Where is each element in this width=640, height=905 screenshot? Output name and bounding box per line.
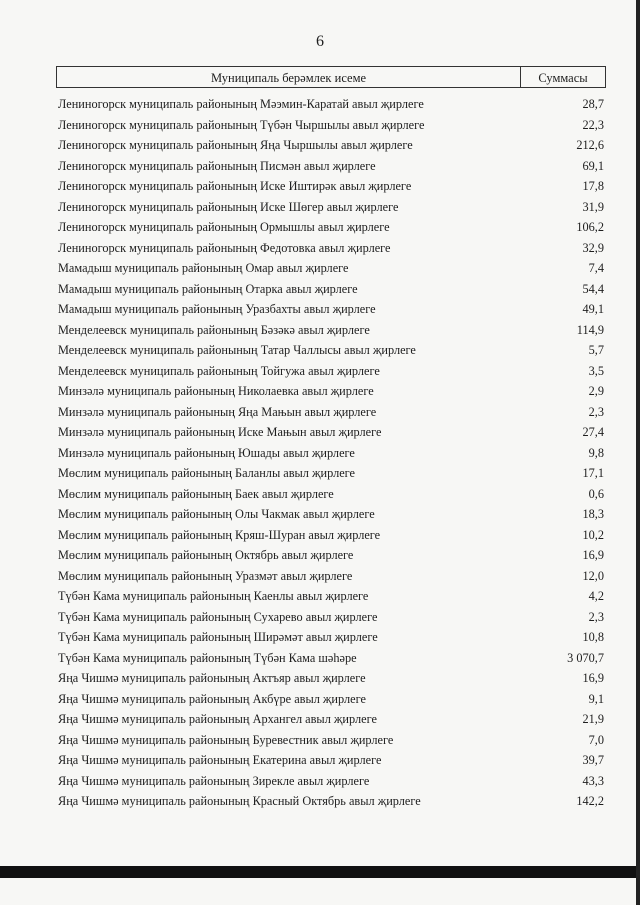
row-sum: 0,6 xyxy=(588,486,604,501)
row-sum: 16,9 xyxy=(582,671,604,685)
row-name: Лениногорск муниципаль районының Федотовка авыл җирлеге xyxy=(58,240,391,255)
table-row xyxy=(56,94,606,115)
row-name: Түбән Кама муниципаль районының Түбән Кама шәһәре xyxy=(58,650,357,665)
table-row xyxy=(56,627,606,648)
row-sum: 106,2 xyxy=(576,220,604,234)
row-sum: 5,7 xyxy=(588,343,604,357)
row-name: Минзәлә муниципаль районының Иске Мањын авыл җирлеге xyxy=(58,425,382,439)
row-name: Менделеевск муниципаль районының Бәзәкә авыл җирлеге xyxy=(58,322,370,337)
row-sum: 4,2 xyxy=(588,589,604,603)
row-sum: 7,4 xyxy=(588,261,604,275)
row-sum: 17,8 xyxy=(582,179,604,193)
row-sum: 21,9 xyxy=(582,712,604,726)
row-name: Лениногорск муниципаль районының Ормышлы авыл җирлеге xyxy=(58,220,390,234)
row-name: Лениногорск муниципаль районының Писмән авыл җирлеге xyxy=(58,158,376,173)
table-row xyxy=(56,279,606,300)
row-sum: 69,1 xyxy=(582,158,604,173)
row-sum: 9,8 xyxy=(588,445,604,460)
row-sum: 2,3 xyxy=(588,609,604,624)
row-name: Түбән Кама муниципаль районының Каенлы авыл җирлеге xyxy=(58,589,369,603)
table-row xyxy=(56,197,606,218)
table-row xyxy=(56,115,606,136)
table-row xyxy=(56,320,606,341)
row-sum: 31,9 xyxy=(582,199,604,214)
table-row xyxy=(56,648,606,669)
row-sum: 2,9 xyxy=(588,384,604,398)
row-name: Мөслим муниципаль районының Октябрь авыл җирлеге xyxy=(58,548,354,562)
row-sum: 12,0 xyxy=(582,568,604,583)
table-row xyxy=(56,607,606,628)
row-name: Мамадыш муниципаль районының Отарка авыл җирлеге xyxy=(58,281,358,296)
row-name: Мөслим муниципаль районының Кряш-Шуран авыл җирлеге xyxy=(58,527,381,542)
row-name: Лениногорск муниципаль районының Мәэмин-Каратай авыл җирлеге xyxy=(58,97,424,111)
row-sum: 9,1 xyxy=(588,691,604,706)
table-row xyxy=(56,176,606,197)
row-sum: 28,7 xyxy=(582,97,604,111)
row-sum: 7,0 xyxy=(588,732,604,747)
table-header xyxy=(56,66,606,88)
row-name: Яңа Чишмә муниципаль районының Акбүре авыл җирлеге xyxy=(58,691,366,706)
row-name: Мөслим муниципаль районының Уразмәт авыл җирлеге xyxy=(58,568,353,583)
header-sum: Суммасы xyxy=(538,71,588,85)
row-name: Минзәлә муниципаль районының Яңа Мањын авыл җирлеге xyxy=(58,404,377,419)
row-name: Лениногорск муниципаль районының Иске Шөгер авыл җирлеге xyxy=(58,199,399,214)
table-row xyxy=(56,484,606,505)
row-sum: 212,6 xyxy=(576,138,604,152)
table-row xyxy=(56,689,606,710)
table-row xyxy=(56,545,606,566)
row-sum: 32,9 xyxy=(582,240,604,255)
row-name: Яңа Чишмә муниципаль районының Красный Октябрь авыл җирлеге xyxy=(58,794,421,808)
row-name: Менделеевск муниципаль районының Тойгужа авыл җирлеге xyxy=(58,363,380,378)
table-row xyxy=(56,156,606,177)
row-name: Мамадыш муниципаль районының Уразбахты авыл җирлеге xyxy=(58,302,376,316)
page-number: 6 xyxy=(316,33,324,50)
table-row xyxy=(56,217,606,238)
table-row xyxy=(56,340,606,361)
row-name: Яңа Чишмә муниципаль районының Архангел авыл җирлеге xyxy=(58,712,377,726)
table-row xyxy=(56,258,606,279)
table-row xyxy=(56,566,606,587)
table-row xyxy=(56,422,606,443)
table-row xyxy=(56,402,606,423)
row-sum: 54,4 xyxy=(582,281,604,296)
row-name: Минзәлә муниципаль районының Юшады авыл җирлеге xyxy=(58,445,355,460)
table-row xyxy=(56,709,606,730)
municipality-table xyxy=(56,66,606,812)
row-name: Лениногорск муниципаль районының Яңа Чыршылы авыл җирлеге xyxy=(58,138,413,152)
table-row xyxy=(56,463,606,484)
table-row xyxy=(56,586,606,607)
header-name: Муниципаль берәмлек исеме xyxy=(57,67,521,87)
row-name: Лениногорск муниципаль районының Түбән Чыршылы авыл җирлеге xyxy=(58,117,425,132)
table-row xyxy=(56,381,606,402)
table-row xyxy=(56,299,606,320)
row-sum: 3,5 xyxy=(588,363,604,378)
row-sum: 2,3 xyxy=(588,404,604,419)
row-name: Мөслим муниципаль районының Баланлы авыл җирлеге xyxy=(58,466,356,480)
table-row xyxy=(56,135,606,156)
row-name: Түбән Кама муниципаль районының Сухарево авыл җирлеге xyxy=(58,609,378,624)
table-row xyxy=(56,504,606,525)
table-row xyxy=(56,668,606,689)
row-name: Менделеевск муниципаль районының Татар Чаллысы авыл җирлеге xyxy=(58,343,416,357)
row-sum: 49,1 xyxy=(582,302,604,316)
table-row xyxy=(56,238,606,259)
row-sum: 3 070,7 xyxy=(567,650,604,665)
row-sum: 10,8 xyxy=(582,630,604,644)
row-sum: 43,3 xyxy=(582,773,604,788)
row-name: Яңа Чишмә муниципаль районының Буревестник авыл җирлеге xyxy=(58,732,394,747)
row-name: Минзәлә муниципаль районының Николаевка авыл җирлеге xyxy=(58,384,374,398)
row-sum: 18,3 xyxy=(582,507,604,521)
row-sum: 27,4 xyxy=(582,425,604,439)
row-sum: 17,1 xyxy=(582,466,604,480)
row-name: Мөслим муниципаль районының Баек авыл җирлеге xyxy=(58,486,334,501)
table-row xyxy=(56,443,606,464)
row-sum: 22,3 xyxy=(582,117,604,132)
row-sum: 114,9 xyxy=(576,322,604,337)
row-name: Яңа Чишмә муниципаль районының Зирекле авыл җирлеге xyxy=(58,773,370,788)
table-row xyxy=(56,750,606,771)
row-name: Мөслим муниципаль районының Олы Чакмак авыл җирлеге xyxy=(58,507,375,521)
row-sum: 39,7 xyxy=(582,753,604,767)
table-body xyxy=(56,94,606,812)
row-sum: 16,9 xyxy=(582,548,604,562)
scan-border-bottom xyxy=(0,866,640,878)
scan-border-right xyxy=(636,0,640,905)
table-row xyxy=(56,525,606,546)
row-sum: 10,2 xyxy=(582,527,604,542)
table-row xyxy=(56,730,606,751)
row-name: Яңа Чишмә муниципаль районының Екатерина авыл җирлеге xyxy=(58,753,382,767)
table-row xyxy=(56,361,606,382)
row-sum: 142,2 xyxy=(576,794,604,808)
table-row xyxy=(56,771,606,792)
row-name: Мамадыш муниципаль районының Омар авыл җирлеге xyxy=(58,261,349,275)
table-row xyxy=(56,791,606,812)
row-name: Түбән Кама муниципаль районының Ширәмәт авыл җирлеге xyxy=(58,630,378,644)
row-name: Лениногорск муниципаль районының Иске Иштирәк авыл җирлеге xyxy=(58,179,412,193)
row-name: Яңа Чишмә муниципаль районының Актъяр авыл җирлеге xyxy=(58,671,366,685)
